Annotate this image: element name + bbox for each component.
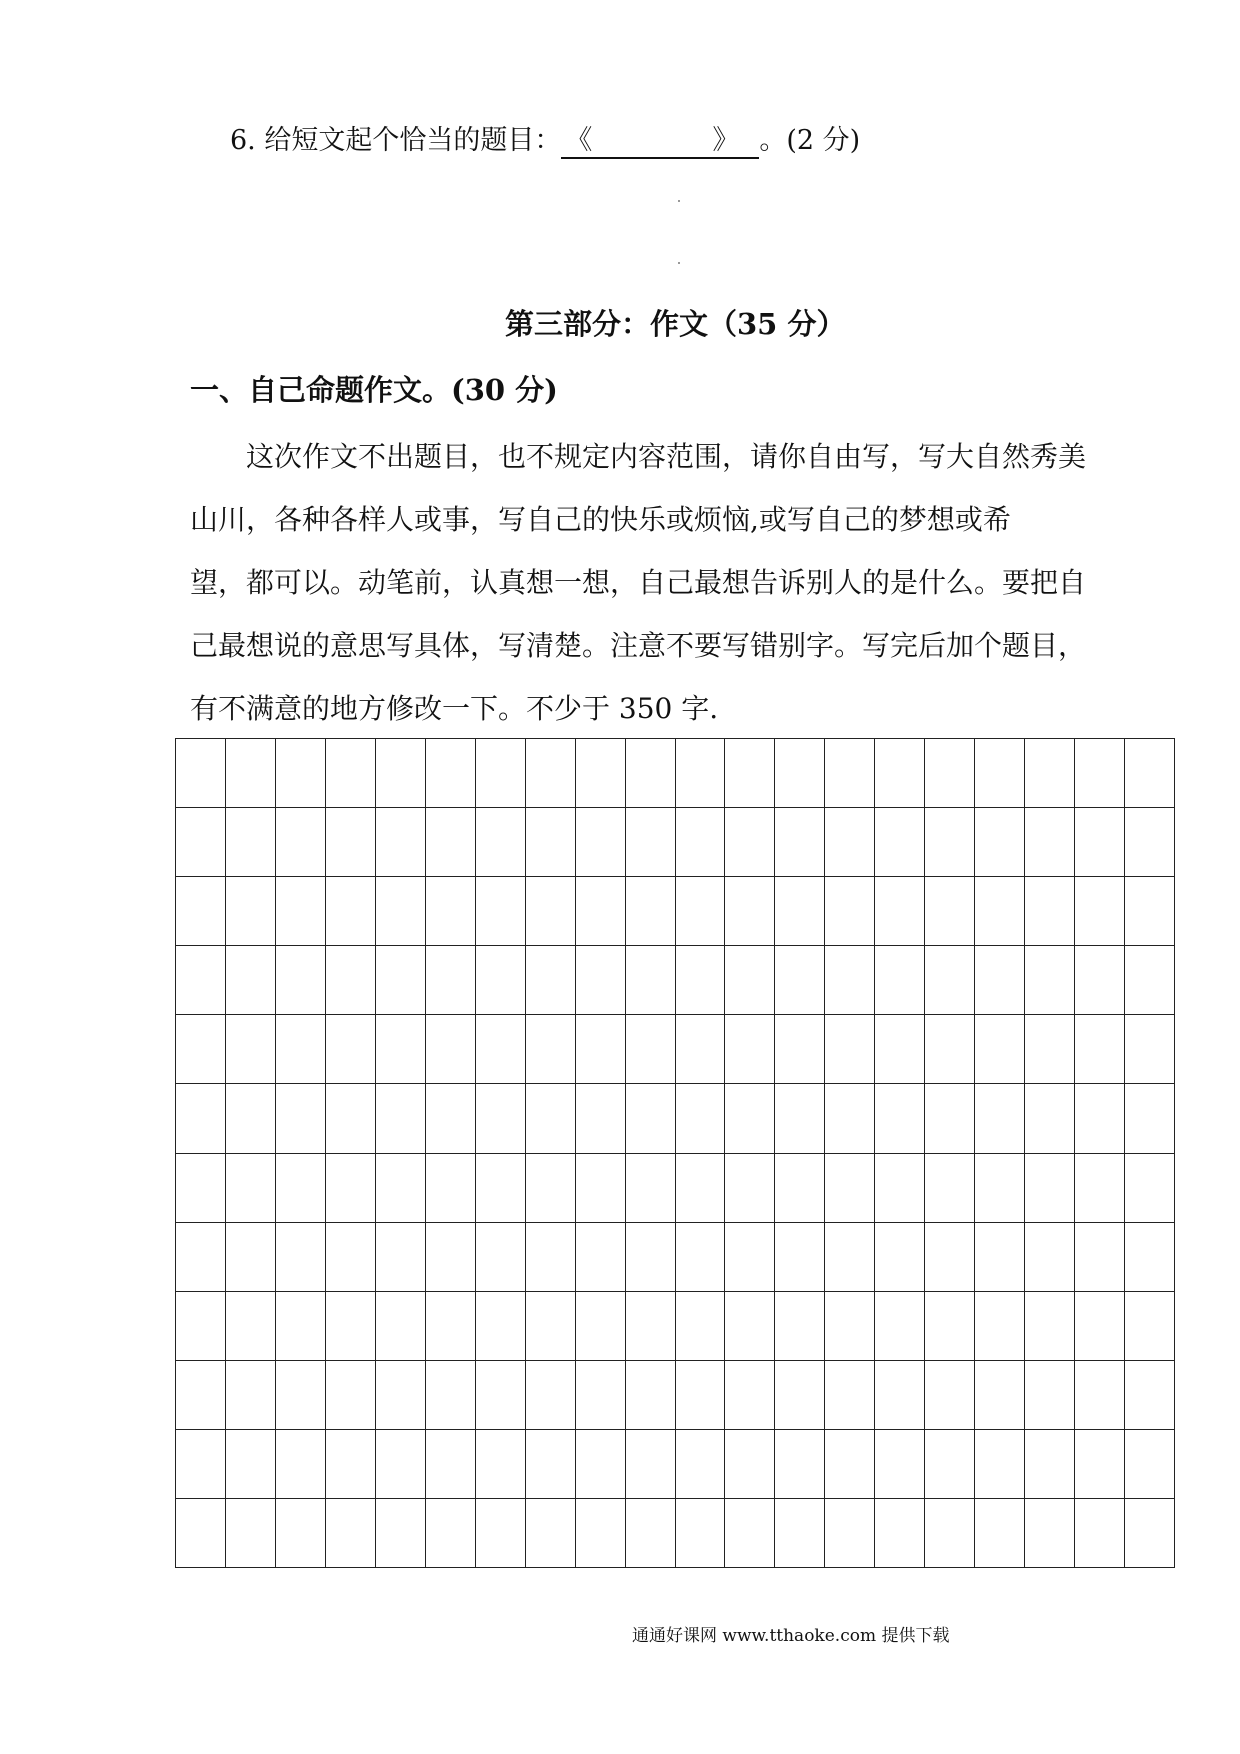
grid-cell[interactable] [676,877,726,946]
grid-cell[interactable] [176,1499,226,1568]
grid-cell[interactable] [576,1292,626,1361]
blank-open-bracket: 《 [565,125,593,156]
grid-cell[interactable] [426,1430,476,1499]
grid-cell[interactable] [1025,1084,1075,1153]
grid-cell[interactable] [975,1154,1025,1223]
grid-cell[interactable] [576,1154,626,1223]
grid-cell[interactable] [276,1223,326,1292]
grid-cell[interactable] [576,808,626,877]
grid-cell[interactable] [1075,877,1125,946]
grid-cell[interactable] [1125,808,1175,877]
grid-cell[interactable] [176,1223,226,1292]
grid-cell[interactable] [1075,946,1125,1015]
grid-cell[interactable] [1025,1015,1075,1084]
grid-cell[interactable] [226,1292,276,1361]
grid-cell[interactable] [226,808,276,877]
grid-cell[interactable] [1025,1223,1075,1292]
grid-cell[interactable] [975,1223,1025,1292]
grid-cell[interactable] [176,1084,226,1153]
grid-cell[interactable] [975,877,1025,946]
question-6-prompt: 6. 给短文起个恰当的题目： [230,125,562,156]
instruction-line: 这次作文不出题目，也不规定内容范围，请你自由写，写大自然秀美 [190,440,1087,473]
grid-cell[interactable] [1125,1292,1175,1361]
grid-cell[interactable] [626,946,676,1015]
question-6 [230,118,860,159]
grid-cell[interactable] [1075,1154,1125,1223]
instruction-line: 己最想说的意思写具体，写清楚。注意不要写错别字。写完后加个题目， [190,629,1087,662]
grid-cell[interactable] [426,808,476,877]
grid-cell[interactable] [925,808,975,877]
grid-cell[interactable] [925,1154,975,1223]
grid-cell[interactable] [176,877,226,946]
grid-cell[interactable] [176,808,226,877]
grid-cell[interactable] [226,739,276,808]
grid-cell[interactable] [426,1499,476,1568]
grid-cell[interactable] [326,1015,376,1084]
grid-cell[interactable] [725,1292,775,1361]
grid-cell[interactable] [725,739,775,808]
grid-cell[interactable] [326,739,376,808]
grid-cell[interactable] [476,1015,526,1084]
grid-cell[interactable] [825,1499,875,1568]
grid-cell[interactable] [526,1084,576,1153]
grid-cell[interactable] [226,946,276,1015]
instruction-line: 山川，各种各样人或事，写自己的快乐或烦恼,或写自己的梦想或希 [190,503,1011,536]
grid-cell[interactable] [775,1499,825,1568]
grid-cell[interactable] [1125,946,1175,1015]
grid-cell[interactable] [1125,1015,1175,1084]
grid-cell[interactable] [526,1361,576,1430]
grid-cell[interactable] [326,877,376,946]
grid-cell[interactable] [975,1084,1025,1153]
grid-cell[interactable] [825,1292,875,1361]
grid-cell[interactable] [1075,1223,1125,1292]
grid-cell[interactable] [226,1154,276,1223]
grid-cell[interactable] [276,877,326,946]
grid-cell[interactable] [326,1223,376,1292]
grid-cell[interactable] [526,1499,576,1568]
grid-cell[interactable] [676,1430,726,1499]
grid-cell[interactable] [975,1499,1025,1568]
grid-cell[interactable] [526,1015,576,1084]
grid-cell[interactable] [476,1361,526,1430]
grid-cell[interactable] [626,808,676,877]
grid-cell[interactable] [176,1015,226,1084]
grid-cell[interactable] [476,1292,526,1361]
grid-cell[interactable] [176,1361,226,1430]
instruction-line: 望，都可以。动笔前，认真想一想，自己最想告诉别人的是什么。要把自 [190,566,1087,599]
grid-cell[interactable] [775,808,825,877]
grid-cell[interactable] [975,1361,1025,1430]
grid-cell[interactable] [1125,877,1175,946]
grid-cell[interactable] [825,877,875,946]
grid-cell[interactable] [775,946,825,1015]
grid-cell[interactable] [1025,1361,1075,1430]
grid-cell[interactable] [626,1292,676,1361]
grid-cell[interactable] [825,1154,875,1223]
grid-cell[interactable] [875,739,925,808]
grid-cell[interactable] [875,1154,925,1223]
grid-cell[interactable] [326,946,376,1015]
grid-cell[interactable] [975,808,1025,877]
scan-speck [678,262,680,264]
grid-cell[interactable] [975,1292,1025,1361]
grid-cell[interactable] [725,1223,775,1292]
grid-cell[interactable] [376,1154,426,1223]
grid-cell[interactable] [376,1292,426,1361]
grid-cell[interactable] [875,877,925,946]
grid-cell[interactable] [276,1499,326,1568]
grid-cell[interactable] [576,1223,626,1292]
grid-cell[interactable] [276,1292,326,1361]
grid-cell[interactable] [526,877,576,946]
grid-cell[interactable] [226,1015,276,1084]
grid-cell[interactable] [1075,1084,1125,1153]
grid-cell[interactable] [326,808,376,877]
grid-cell[interactable] [875,946,925,1015]
grid-cell[interactable] [626,1430,676,1499]
grid-cell[interactable] [426,877,476,946]
grid-cell[interactable] [775,1015,825,1084]
grid-cell[interactable] [576,877,626,946]
grid-cell[interactable] [875,1499,925,1568]
scan-speck [678,200,680,202]
grid-cell[interactable] [725,877,775,946]
title-answer-blank[interactable] [561,118,759,159]
grid-cell[interactable] [376,1223,426,1292]
grid-cell[interactable] [975,946,1025,1015]
grid-cell[interactable] [925,1430,975,1499]
grid-cell[interactable] [226,1430,276,1499]
grid-cell[interactable] [925,1084,975,1153]
grid-cell[interactable] [825,1361,875,1430]
grid-cell[interactable] [176,1154,226,1223]
grid-cell[interactable] [1025,739,1075,808]
grid-cell[interactable] [676,946,726,1015]
grid-cell[interactable] [626,1499,676,1568]
grid-cell[interactable] [775,1292,825,1361]
grid-cell[interactable] [676,1361,726,1430]
grid-cell[interactable] [476,1499,526,1568]
grid-cell[interactable] [526,1223,576,1292]
grid-cell[interactable] [626,1361,676,1430]
grid-cell[interactable] [376,877,426,946]
grid-cell[interactable] [875,1430,925,1499]
grid-cell[interactable] [1075,1361,1125,1430]
grid-cell[interactable] [326,1084,376,1153]
grid-cell[interactable] [576,1430,626,1499]
grid-cell[interactable] [1125,1361,1175,1430]
grid-cell[interactable] [1025,946,1075,1015]
grid-cell[interactable] [825,739,875,808]
grid-cell[interactable] [376,1430,426,1499]
grid-cell[interactable] [376,808,426,877]
grid-cell[interactable] [276,946,326,1015]
grid-cell[interactable] [676,1015,726,1084]
grid-cell[interactable] [476,946,526,1015]
grid-cell[interactable] [576,1499,626,1568]
grid-cell[interactable] [476,1223,526,1292]
grid-cell[interactable] [176,946,226,1015]
grid-cell[interactable] [676,808,726,877]
grid-cell[interactable] [526,1154,576,1223]
grid-cell[interactable] [1125,1430,1175,1499]
grid-cell[interactable] [676,1223,726,1292]
grid-cell[interactable] [1125,1084,1175,1153]
grid-cell[interactable] [1125,1154,1175,1223]
grid-cell[interactable] [775,877,825,946]
grid-cell[interactable] [1025,808,1075,877]
grid-cell[interactable] [576,1015,626,1084]
grid-cell[interactable] [975,1430,1025,1499]
grid-cell[interactable] [426,1361,476,1430]
grid-cell[interactable] [725,1015,775,1084]
grid-cell[interactable] [1025,1154,1075,1223]
grid-cell[interactable] [626,1154,676,1223]
grid-cell[interactable] [925,1223,975,1292]
grid-cell[interactable] [975,1015,1025,1084]
grid-cell[interactable] [476,739,526,808]
grid-cell[interactable] [626,1223,676,1292]
grid-cell[interactable] [676,739,726,808]
grid-cell[interactable] [1075,808,1125,877]
grid-cell[interactable] [775,1223,825,1292]
grid-cell[interactable] [1125,1499,1175,1568]
grid-cell[interactable] [975,739,1025,808]
grid-cell[interactable] [426,739,476,808]
grid-cell[interactable] [875,1361,925,1430]
grid-cell[interactable] [775,739,825,808]
grid-cell[interactable] [276,1084,326,1153]
grid-cell[interactable] [725,1499,775,1568]
grid-cell[interactable] [825,1084,875,1153]
grid-cell[interactable] [725,1430,775,1499]
grid-cell[interactable] [676,1499,726,1568]
grid-cell[interactable] [226,877,276,946]
grid-cell[interactable] [526,808,576,877]
grid-cell[interactable] [825,1015,875,1084]
grid-cell[interactable] [1075,1430,1125,1499]
grid-cell[interactable] [775,1084,825,1153]
grid-cell[interactable] [276,808,326,877]
grid-cell[interactable] [925,739,975,808]
grid-cell[interactable] [1025,1292,1075,1361]
grid-cell[interactable] [326,1430,376,1499]
grid-cell[interactable] [526,946,576,1015]
grid-cell[interactable] [426,1084,476,1153]
grid-cell[interactable] [676,1292,726,1361]
grid-cell[interactable] [925,1499,975,1568]
grid-cell[interactable] [276,1361,326,1430]
grid-cell[interactable] [1075,1292,1125,1361]
grid-cell[interactable] [476,877,526,946]
grid-cell[interactable] [1075,739,1125,808]
question-6-points: 。(2 分) [759,125,861,156]
grid-cell[interactable] [626,877,676,946]
grid-cell[interactable] [226,1499,276,1568]
grid-cell[interactable] [326,1154,376,1223]
grid-cell[interactable] [576,1361,626,1430]
grid-cell[interactable] [576,739,626,808]
grid-cell[interactable] [925,1292,975,1361]
grid-cell[interactable] [725,808,775,877]
grid-cell[interactable] [376,946,426,1015]
grid-cell[interactable] [1125,1223,1175,1292]
grid-cell[interactable] [725,946,775,1015]
grid-cell[interactable] [476,1154,526,1223]
grid-cell[interactable] [426,1015,476,1084]
grid-cell[interactable] [426,1292,476,1361]
instruction-line: 有不满意的地方修改一下。不少于 350 字. [190,692,719,725]
grid-cell[interactable] [426,1154,476,1223]
grid-cell[interactable] [376,739,426,808]
grid-cell[interactable] [326,1499,376,1568]
grid-cell[interactable] [825,946,875,1015]
grid-cell[interactable] [1025,877,1075,946]
grid-cell[interactable] [376,1499,426,1568]
grid-cell[interactable] [276,1015,326,1084]
grid-cell[interactable] [676,1154,726,1223]
footer-source: 通通好课网 www.tthaoke.com 提供下载 [632,1626,950,1646]
grid-cell[interactable] [276,739,326,808]
grid-cell[interactable] [476,1084,526,1153]
subsection-title: 一、自己命题作文。(30 分) [190,373,558,407]
grid-cell[interactable] [376,1084,426,1153]
grid-cell[interactable] [526,1292,576,1361]
grid-cell[interactable] [526,1430,576,1499]
grid-cell[interactable] [226,1361,276,1430]
grid-cell[interactable] [276,1430,326,1499]
grid-cell[interactable] [576,1084,626,1153]
grid-cell[interactable] [676,1084,726,1153]
grid-cell[interactable] [775,1430,825,1499]
grid-cell[interactable] [875,1084,925,1153]
grid-cell[interactable] [925,946,975,1015]
grid-cell[interactable] [875,1292,925,1361]
grid-cell[interactable] [476,808,526,877]
grid-cell[interactable] [426,946,476,1015]
grid-cell[interactable] [725,1361,775,1430]
grid-cell[interactable] [1025,1430,1075,1499]
grid-cell[interactable] [825,808,875,877]
grid-cell[interactable] [925,877,975,946]
grid-cell[interactable] [775,1361,825,1430]
grid-cell[interactable] [326,1292,376,1361]
grid-cell[interactable] [1025,1499,1075,1568]
grid-cell[interactable] [825,1223,875,1292]
grid-cell[interactable] [276,1154,326,1223]
grid-cell[interactable] [875,808,925,877]
grid-cell[interactable] [426,1223,476,1292]
grid-cell[interactable] [1075,1499,1125,1568]
grid-cell[interactable] [226,1084,276,1153]
grid-cell[interactable] [626,1015,676,1084]
grid-cell[interactable] [226,1223,276,1292]
grid-cell[interactable] [725,1154,775,1223]
grid-cell[interactable] [376,1015,426,1084]
grid-cell[interactable] [476,1430,526,1499]
grid-cell[interactable] [1075,1015,1125,1084]
grid-cell[interactable] [725,1084,775,1153]
grid-cell[interactable] [626,739,676,808]
grid-cell[interactable] [925,1015,975,1084]
grid-cell[interactable] [576,946,626,1015]
grid-cell[interactable] [176,1430,226,1499]
essay-instructions [190,425,1190,740]
grid-cell[interactable] [1125,739,1175,808]
grid-cell[interactable] [925,1361,975,1430]
section-title: 第三部分：作文（35 分） [505,307,846,341]
grid-cell[interactable] [376,1361,426,1430]
grid-cell[interactable] [176,1292,226,1361]
grid-cell[interactable] [775,1154,825,1223]
grid-cell[interactable] [626,1084,676,1153]
grid-cell[interactable] [875,1223,925,1292]
essay-writing-grid[interactable] [175,738,1175,1568]
grid-cell[interactable] [526,739,576,808]
grid-cell[interactable] [326,1361,376,1430]
blank-close-bracket: 》 [712,125,740,156]
grid-cell[interactable] [825,1430,875,1499]
grid-cell[interactable] [875,1015,925,1084]
grid-cell[interactable] [176,739,226,808]
